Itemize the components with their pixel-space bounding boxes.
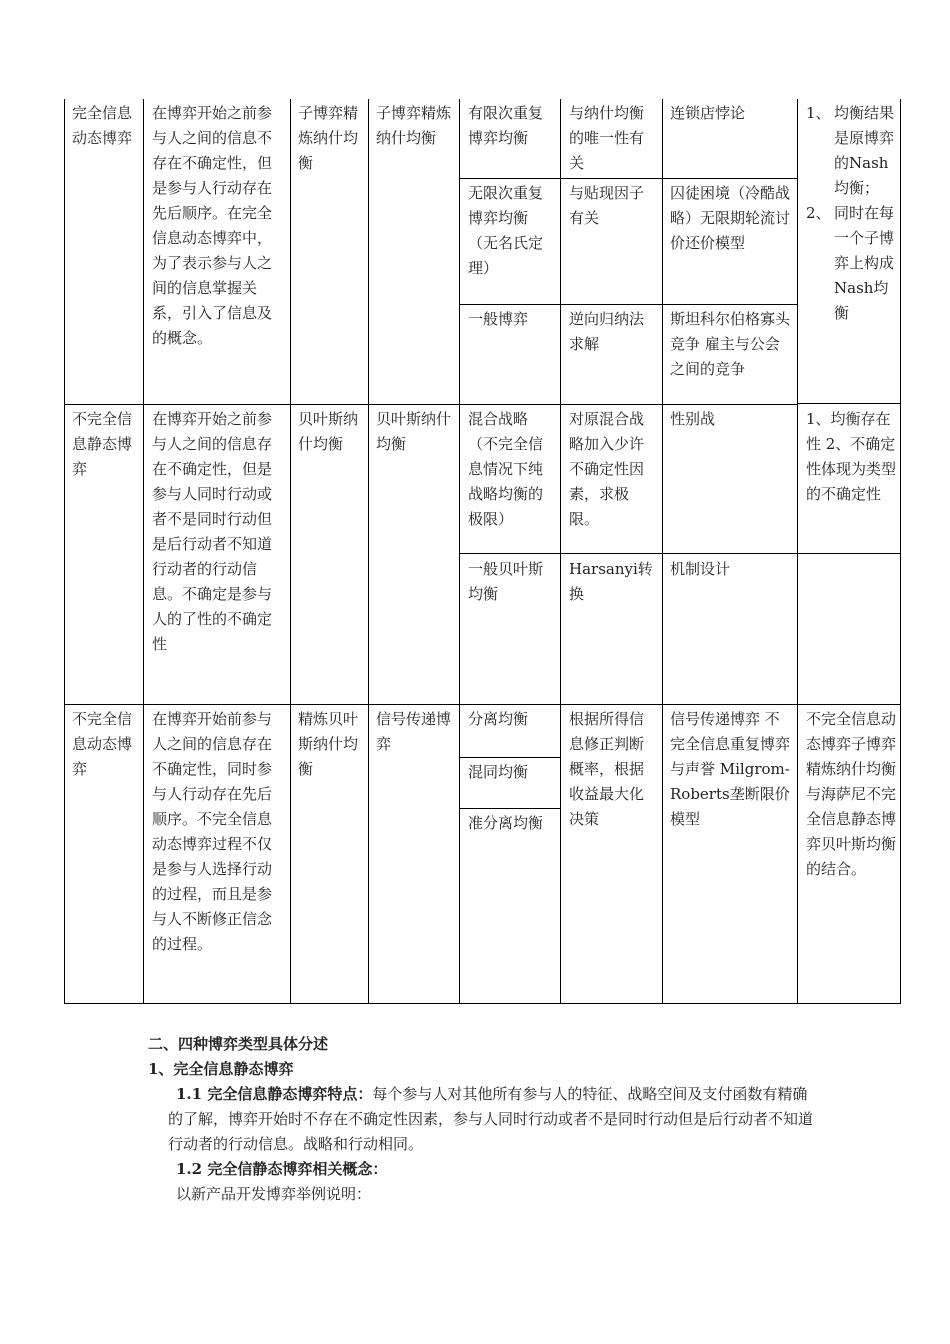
row3-description: 在博弈开始前参与人之间的信息存在不确定性，同时参与人行动存在先后顺序。不完全信息动态博弈过程不仅是参与人选择行动的过程，而且是参与人不断修正信念的过程。 — [152, 710, 273, 953]
row1-equilibrium: 子博弈精炼纳什均衡 — [298, 104, 359, 172]
row1-sub1-kind: 有限次重复博弈均衡 — [468, 104, 544, 147]
row2-sub2-note: Harsanyi转换 — [569, 560, 653, 603]
paragraph-2-label: 1.2 完全信静态博弈相关概念： — [176, 1160, 388, 1178]
row1-conclusion — [806, 101, 896, 326]
row3-equilibrium: 精炼贝叶斯纳什均衡 — [298, 710, 359, 778]
row3-equilibrium2: 信号传递博弈 — [376, 710, 452, 753]
conclusion-item-text: 均衡结果是原博弈的Nash均衡； — [834, 104, 895, 197]
section-heading: 二、四种博弈类型具体分述 — [148, 1035, 329, 1053]
row1-sub2-note: 与贴现因子有关 — [569, 184, 645, 227]
row1-type: 完全信息动态博弈 — [72, 104, 133, 147]
paragraph-1-label: 1.1 完全信息静态博弈特点： — [176, 1085, 373, 1103]
row3-conclusion: 不完全信息动态博弈子博弈精炼纳什均衡与海萨尼不完全信息静态博弈贝叶斯均衡的结合。 — [806, 710, 897, 878]
row1-sub1-example: 连锁店悖论 — [670, 104, 746, 122]
conclusion-item: 1、 均衡结果是原博弈的Nash均衡； — [806, 104, 895, 197]
row1-equilibrium2: 子博弈精炼纳什均衡 — [376, 104, 452, 147]
row3-kind-pooling: 混同均衡 — [468, 763, 529, 781]
row1-description: 在博弈开始之前参与人之间的信息不存在不确定性，但是参与人行动存在先后顺序。在完全信息动态博弈中，为了表示参与人之间的信息掌握关系，引入了信息及的概念。 — [152, 104, 273, 347]
paragraph-1 — [168, 1082, 818, 1157]
paragraph-1-text: 每个参与人对其他所有参与人的特征、战略空间及支付函数有精确的了解，博弈开始时不存在不确定性因素，参与人同时行动或者不是同时行动但是后行动者不知道行动者的行动信息。战略和行动相同。 — [168, 1085, 814, 1153]
row1-sub2-kind: 无限次重复博弈均衡（无名氏定理） — [468, 184, 544, 277]
row2-sub1-example: 性别战 — [670, 410, 716, 428]
row1-sub3-example: 斯坦科尔伯格寡头竞争 雇主与公会之间的竞争 — [670, 310, 791, 378]
subsection-heading: 1、完全信息静态博弈 — [148, 1060, 294, 1078]
paragraph-3: 以新产品开发博弈举例说明： — [176, 1185, 372, 1203]
row3-example: 信号传递博弈 不完全信息重复博弈与声誉 Milgrom-Roberts垄断限价模型 — [670, 710, 791, 828]
row2-sub2-kind: 一般贝叶斯均衡 — [468, 560, 544, 603]
row1-sub1-note: 与纳什均衡的唯一性有关 — [569, 104, 645, 172]
row1-sub3-note: 逆向归纳法求解 — [569, 310, 645, 353]
row2-equilibrium: 贝叶斯纳什均衡 — [298, 410, 359, 453]
row2-type: 不完全信息静态博弈 — [72, 410, 133, 478]
row2-sub1-kind: 混合战略（不完全信息情况下纯战略均衡的极限） — [468, 410, 544, 528]
row2-equilibrium2: 贝叶斯纳什均衡 — [376, 410, 452, 453]
conclusion-item: 2、 同时在每一个子博弈上构成Nash均衡 — [806, 204, 895, 322]
row1-sub2-example: 囚徒困境（冷酷战略）无限期轮流讨价还价模型 — [670, 184, 791, 252]
row2-conclusion: 1、均衡存在性 2、不确定性体现为类型的不确定性 — [806, 410, 897, 503]
row3-type: 不完全信息动态博弈 — [72, 710, 133, 778]
row3-kind-semi-separating: 准分离均衡 — [468, 814, 544, 832]
row1-sub3-kind: 一般博弈 — [468, 310, 529, 328]
row3-kind-separating: 分离均衡 — [468, 710, 529, 728]
row2-sub1-note: 对原混合战略加入少许不确定性因素，求极限。 — [569, 410, 645, 528]
conclusion-item-text: 同时在每一个子博弈上构成Nash均衡 — [834, 204, 895, 322]
row3-note: 根据所得信息修正判断概率，根据收益最大化决策 — [569, 710, 645, 828]
row2-sub2-example: 机制设计 — [670, 560, 731, 578]
row2-description: 在博弈开始之前参与人之间的信息存在不确定性，但是参与人同时行动或者不是同时行动但是后行动者不知道行动者的行动信息。不确定是参与人的了性的不确定性 — [152, 410, 273, 653]
